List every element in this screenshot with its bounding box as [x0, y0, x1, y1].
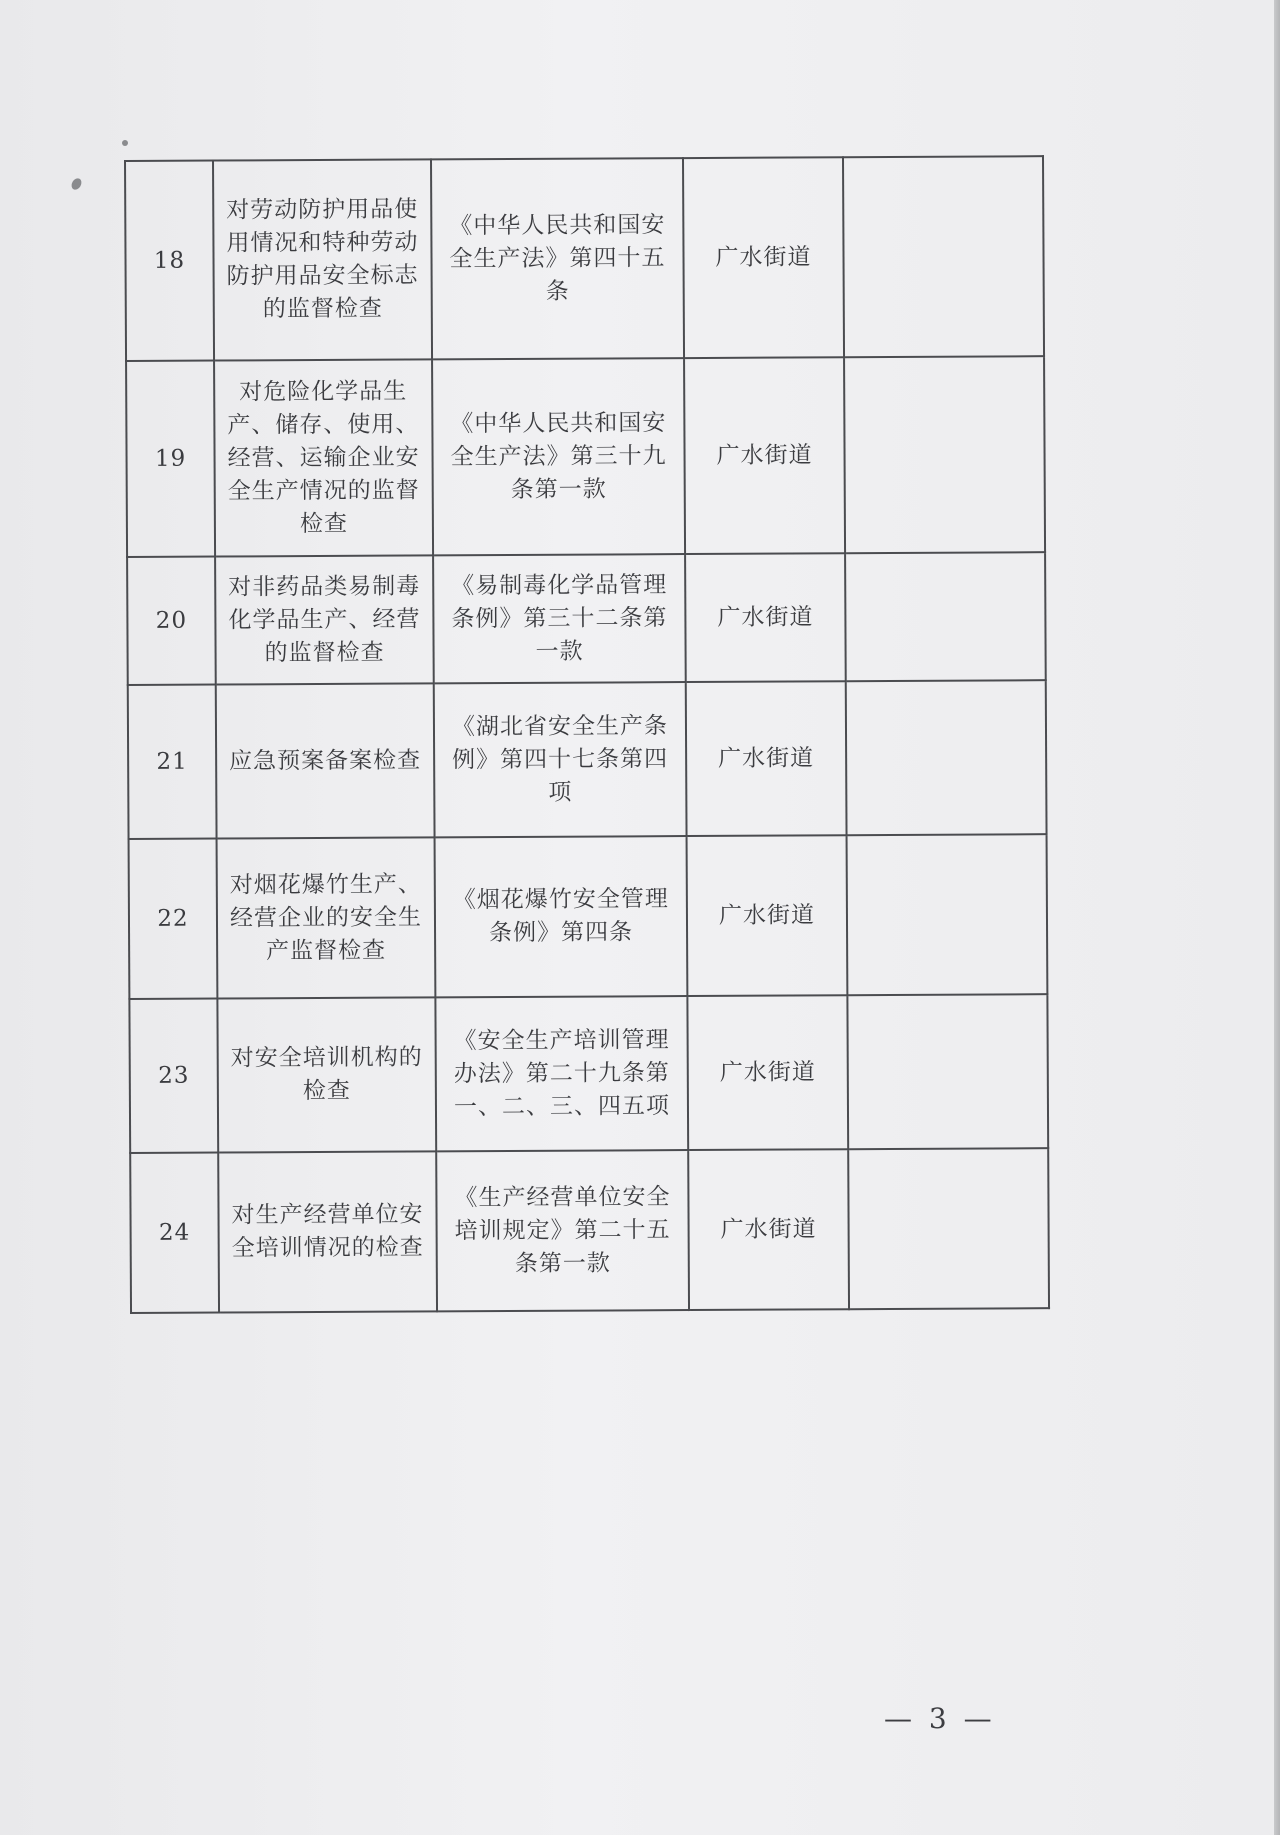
responsible-unit-cell: 广水街道 — [687, 995, 848, 1150]
row-number-cell: 18 — [125, 161, 214, 361]
legal-basis-cell: 《湖北省安全生产条例》第四十七条第四项 — [434, 682, 687, 837]
remark-cell — [847, 834, 1048, 995]
legal-basis-cell: 《烟花爆竹安全管理条例》第四条 — [435, 836, 688, 997]
responsible-unit-cell: 广水街道 — [686, 681, 847, 836]
row-number-cell: 24 — [130, 1153, 219, 1313]
page-number: — 3 — — [884, 1702, 996, 1735]
legal-basis-cell: 《中华人民共和国安全生产法》第三十九条第一款 — [432, 358, 685, 555]
responsible-unit-cell: 广水街道 — [684, 357, 845, 554]
table-row — [129, 834, 1048, 999]
legal-basis-cell: 《安全生产培训管理办法》第二十九条第一、二、三、四五项 — [435, 996, 688, 1151]
responsible-unit-cell: 广水街道 — [688, 1149, 849, 1310]
table-row — [130, 1148, 1049, 1313]
remark-cell — [843, 156, 1044, 357]
inspection-item-cell: 对危险化学品生产、储存、使用、经营、运输企业安全生产情况的监督检查 — [214, 359, 433, 556]
table-row — [127, 552, 1046, 685]
punch-mark — [70, 177, 84, 192]
row-number-cell: 22 — [129, 839, 218, 999]
remark-cell — [846, 680, 1047, 835]
remark-cell — [848, 1148, 1049, 1309]
row-number-cell: 20 — [127, 557, 216, 685]
responsible-unit-cell: 广水街道 — [683, 157, 844, 358]
punch-mark — [122, 140, 128, 146]
table-row — [129, 994, 1048, 1153]
sheet-edge-shadow — [1274, 0, 1280, 1835]
inspection-items-table — [124, 155, 1050, 1314]
inspection-item-cell: 应急预案备案检查 — [216, 683, 435, 838]
legal-basis-cell: 《生产经营单位安全培训规定》第二十五条第一款 — [436, 1150, 689, 1311]
inspection-item-cell: 对劳动防护用品使用情况和特种劳动防护用品安全标志的监督检查 — [213, 159, 432, 360]
legal-basis-cell: 《中华人民共和国安全生产法》第四十五条 — [431, 158, 684, 359]
row-number-cell: 23 — [129, 999, 218, 1153]
responsible-unit-cell: 广水街道 — [687, 835, 848, 996]
legal-basis-cell: 《易制毒化学品管理条例》第三十二条第一款 — [433, 554, 686, 683]
table-row — [125, 156, 1044, 361]
inspection-item-cell: 对安全培训机构的检查 — [217, 997, 436, 1152]
table-row — [128, 680, 1047, 839]
remark-cell — [845, 552, 1046, 681]
row-number-cell: 21 — [128, 685, 217, 839]
responsible-unit-cell: 广水街道 — [685, 553, 846, 682]
remark-cell — [847, 994, 1048, 1149]
inspection-item-cell: 对非药品类易制毒化学品生产、经营的监督检查 — [215, 555, 434, 684]
table-row — [126, 356, 1045, 557]
inspection-item-cell: 对烟花爆竹生产、经营企业的安全生产监督检查 — [217, 837, 436, 998]
inspection-item-cell: 对生产经营单位安全培训情况的检查 — [218, 1151, 437, 1312]
remark-cell — [844, 356, 1045, 553]
row-number-cell: 19 — [126, 361, 215, 557]
